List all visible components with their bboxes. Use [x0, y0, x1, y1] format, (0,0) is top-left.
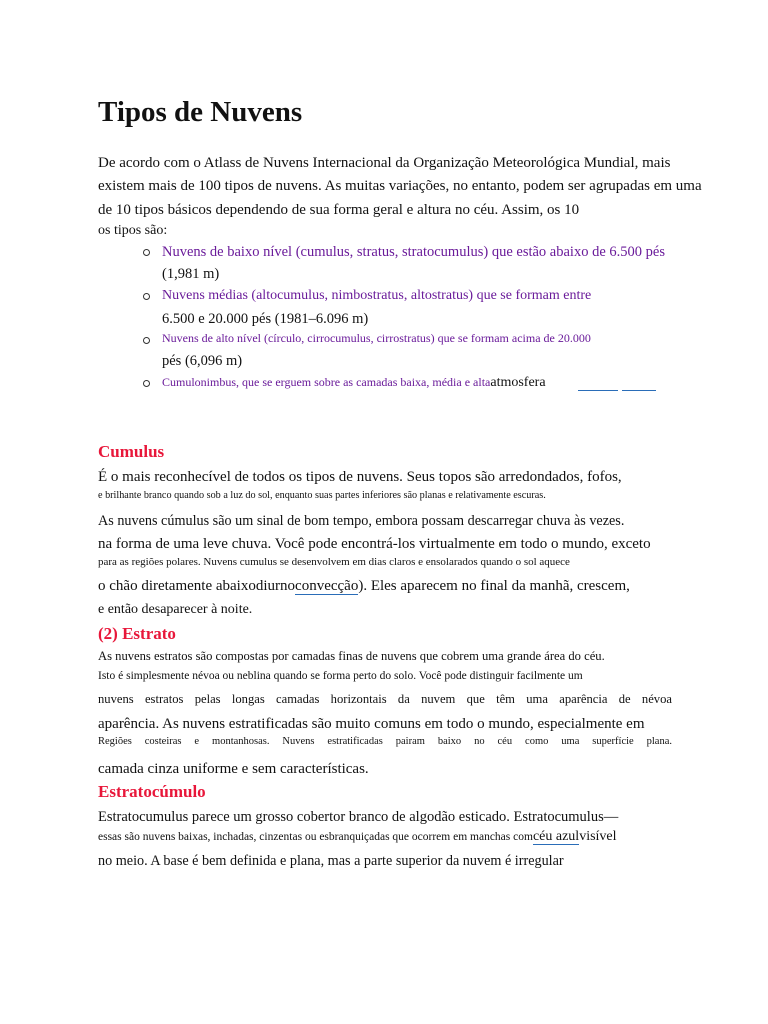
cumulus-line-5: para as regiões polares. Nuvens cumulus se desenvolvem em dias claros e ensolarados quando o sol aquece — [98, 556, 570, 568]
cumulus-line-3: As nuvens cúmulus são um sinal de bom tempo, embora possam descarregar chuva às vezes. — [98, 513, 625, 529]
bullet-icon — [143, 380, 150, 387]
estratocumulo-line-2 — [98, 829, 617, 845]
list-item-1-cont: (1,981 m) — [162, 266, 220, 282]
list-item-3-cont: pés (6,096 m) — [162, 353, 243, 369]
list-item-1: Nuvens de baixo nível (cumulus, stratus, stratocumulus) que estão abaixo de 6.500 pés — [162, 244, 665, 260]
list-item-4-tail: atmosfera — [490, 375, 546, 390]
intro-line-4: os tipos são: — [98, 223, 168, 238]
estratocumulo-line-1: Estratocumulus parece um grosso cobertor branco de algodão esticado. Estratocumulus— — [98, 809, 619, 825]
intro-line-2: existem mais de 100 tipos de nuvens. As muitas variações, no entanto, podem ser agrupadas em uma — [98, 178, 702, 194]
estrato-line-1: As nuvens estratos são compostas por camadas finas de nuvens que cobrem uma grande área do céu. — [98, 649, 605, 663]
section-heading-estratocumulo: Estratocúmulo — [98, 782, 206, 801]
section-heading-cumulus: Cumulus — [98, 442, 165, 461]
estratocumulo-line-2a: essas são nuvens baixas, inchadas, cinzentas ou esbranquiçadas que ocorrem em manchas com — [98, 831, 533, 843]
cumulus-line-6b: diurno — [255, 578, 296, 594]
cumulus-line-6a: o chão diretamente abaixo — [98, 578, 256, 594]
intro-line-1: De acordo com o Atlass de Nuvens Internacional da Organização Meteorológica Mundial, mais — [98, 155, 671, 171]
cumulus-line-2: e brilhante branco quando sob a luz do sol, enquanto suas partes inferiores são planas e relativamente escuras. — [98, 490, 546, 501]
estrato-line-2: Isto é simplesmente névoa ou neblina quando se forma perto do solo. Você pode distinguir facilmente um — [98, 670, 583, 682]
bullet-icon — [143, 293, 150, 300]
convection-link[interactable]: convecção — [295, 578, 359, 594]
estrato-line-6: camada cinza uniforme e sem características. — [98, 761, 369, 777]
link-underline — [622, 390, 656, 391]
cumulus-line-1: É o mais reconhecível de todos os tipos de nuvens. Seus topos são arredondados, fofos, — [98, 469, 622, 485]
estratocumulo-line-3: no meio. A base é bem definida e plana, mas a parte superior da nuvem é irregular — [98, 853, 564, 869]
bullet-icon — [143, 249, 150, 256]
page-title: Tipos de Nuvens — [98, 96, 303, 128]
link-underline — [578, 390, 618, 391]
list-item-3: Nuvens de alto nível (círculo, cirrocumulus, cirrostratus) que se formam acima de 20.000 — [162, 331, 591, 345]
estrato-line-5: Regiões costeiras e montanhosas. Nuvens estratificadas pairam baixo no céu como uma superfície plana. — [98, 736, 672, 747]
cumulus-line-7: e então desaparecer à noite. — [98, 602, 253, 617]
estratocumulo-line-2c: visível — [579, 829, 617, 844]
cumulus-line-6 — [98, 575, 630, 597]
estrato-line-4: aparência. As nuvens estratificadas são muito comuns em todo o mundo, especialmente em — [98, 716, 645, 732]
list-item-4-text: Cumulonimbus, que se erguem sobre as camadas baixa, média e alta — [162, 375, 491, 389]
list-item-2-cont: 6.500 e 20.000 pés (1981–6.096 m) — [162, 311, 369, 327]
cumulus-line-6d: ). Eles aparecem no final da manhã, crescem, — [358, 578, 630, 594]
intro-line-3: de 10 tipos básicos dependendo de sua forma geral e altura no céu. Assim, os 10 — [98, 202, 580, 218]
list-item-4 — [162, 375, 546, 391]
list-item-2: Nuvens médias (altocumulus, nimbostratus, altostratus) que se formam entre — [162, 288, 592, 303]
cumulus-line-4: na forma de uma leve chuva. Você pode encontrá-los virtualmente em todo o mundo, exceto — [98, 536, 651, 552]
bullet-icon — [143, 337, 150, 344]
estrato-line-3: nuvens estratos pelas longas camadas horizontais da nuvem que têm uma aparência de névoa — [98, 692, 672, 706]
section-heading-estrato: (2) Estrato — [98, 624, 176, 643]
blue-sky-link[interactable]: céu azul — [532, 829, 580, 844]
